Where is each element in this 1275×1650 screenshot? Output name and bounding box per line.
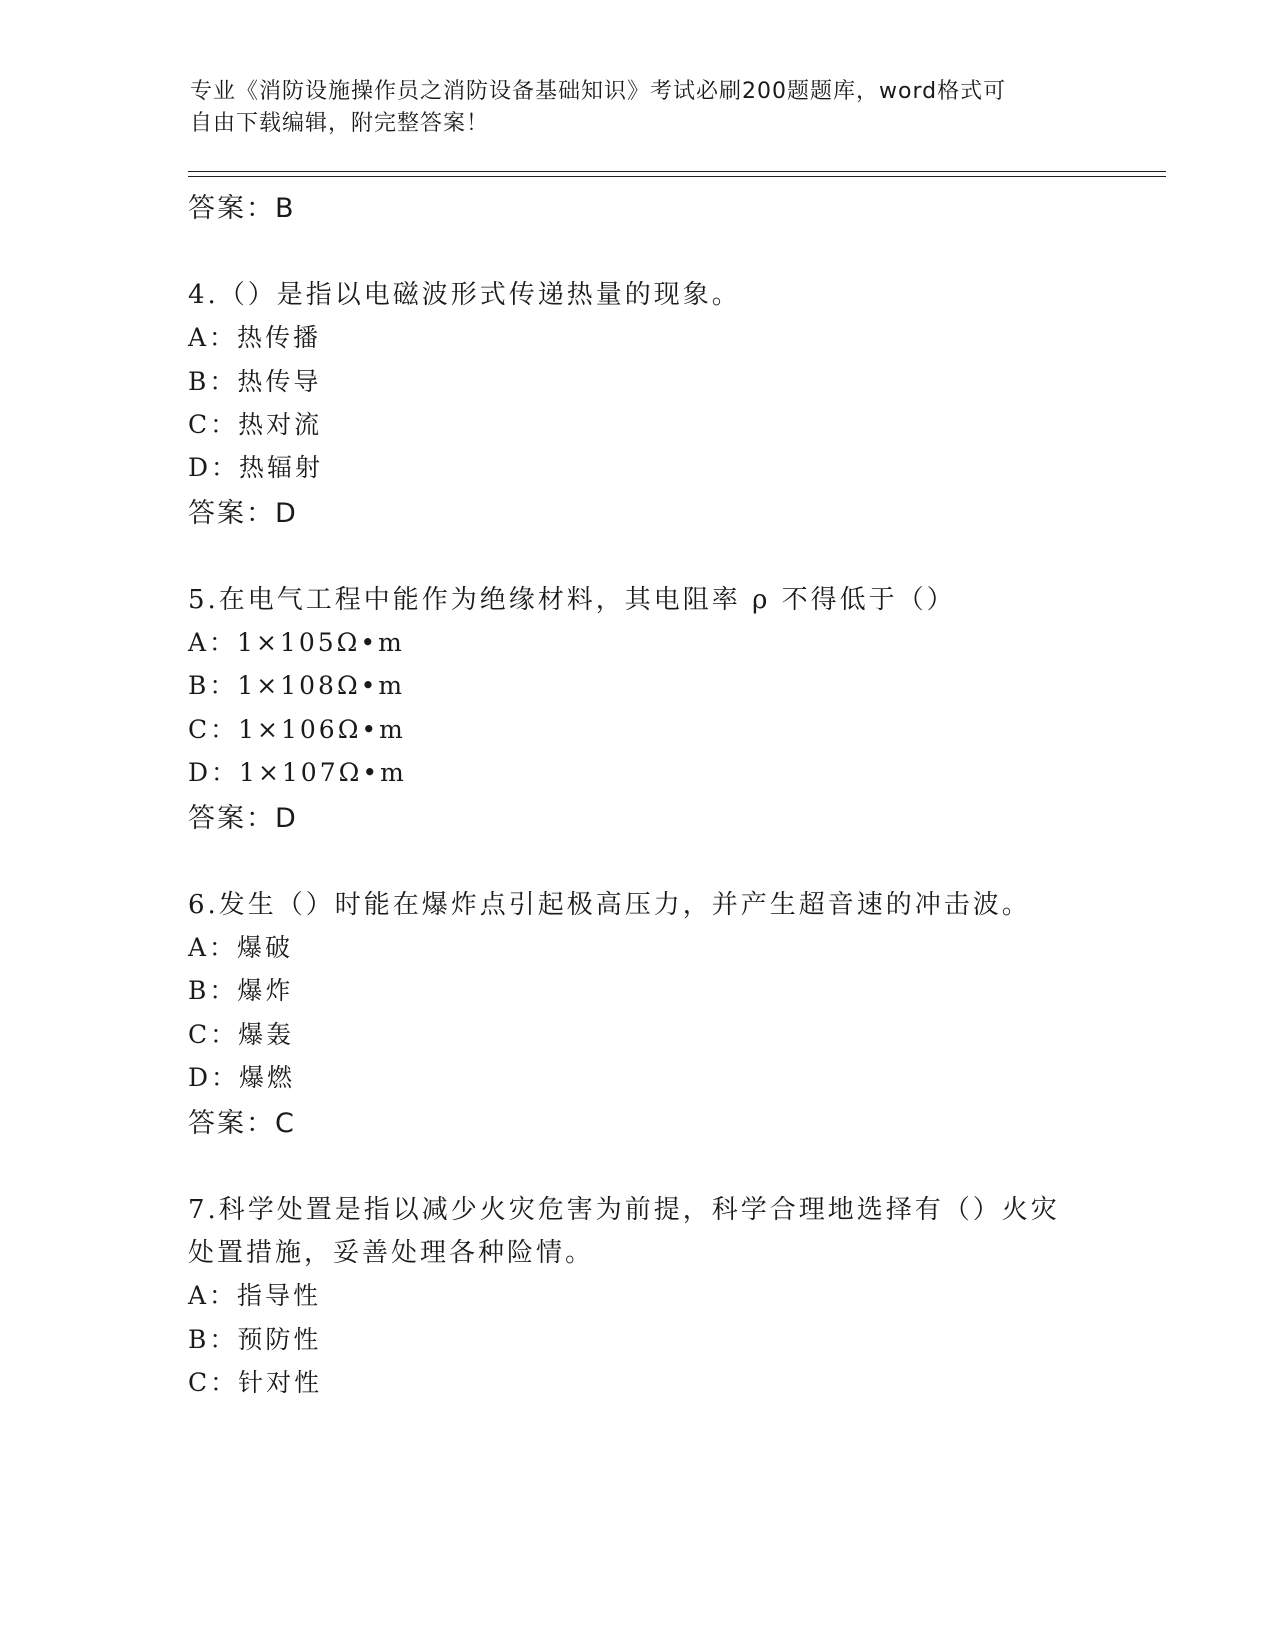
- q6-option-b: B：爆炸: [188, 976, 294, 1005]
- header-line-1: 专业《消防设施操作员之消防设备基础知识》考试必刷200题题库，word格式可: [190, 79, 1007, 104]
- q5-option-a: A：1×105Ω•m: [188, 628, 405, 657]
- q5-option-c: C：1×106Ω•m: [188, 715, 406, 744]
- header-divider-bottom: [188, 176, 1166, 177]
- q4-option-b: B：热传导: [188, 367, 322, 396]
- q6-answer: 答案：C: [188, 1108, 296, 1139]
- q5-option-d: D：1×107Ω•m: [188, 758, 407, 787]
- q4-option-d: D：热辐射: [188, 453, 324, 482]
- q4-answer: 答案：D: [188, 498, 298, 529]
- q5-stem: 5.在电气工程中能作为绝缘材料，其电阻率 ρ 不得低于（）: [188, 585, 956, 615]
- q5-answer: 答案：D: [188, 803, 298, 834]
- q4-option-a: A：热传播: [188, 323, 322, 352]
- q6-stem: 6.发生（）时能在爆炸点引起极高压力，并产生超音速的冲击波。: [188, 890, 1031, 920]
- header-divider-top: [188, 171, 1166, 172]
- q4-option-c: C：热对流: [188, 410, 323, 439]
- q7-option-b: B：预防性: [188, 1325, 322, 1354]
- q6-option-d: D：爆燃: [188, 1063, 296, 1092]
- q7-stem-line-1: 7.科学处置是指以减少火灾危害为前提，科学合理地选择有（）火灾: [188, 1195, 1060, 1225]
- q6-option-a: A：爆破: [188, 933, 294, 962]
- q7-option-a: A：指导性: [188, 1281, 322, 1310]
- q4-stem: 4.（）是指以电磁波形式传递热量的现象。: [188, 280, 741, 310]
- q7-stem-line-2: 处置措施，妥善处理各种险情。: [188, 1238, 595, 1268]
- header-line-2: 自由下载编辑，附完整答案！: [190, 111, 490, 136]
- q5-option-b: B：1×108Ω•m: [188, 671, 406, 700]
- q6-option-c: C：爆轰: [188, 1020, 295, 1049]
- q7-option-c: C：针对性: [188, 1368, 323, 1397]
- answer-prev: 答案：B: [188, 193, 296, 224]
